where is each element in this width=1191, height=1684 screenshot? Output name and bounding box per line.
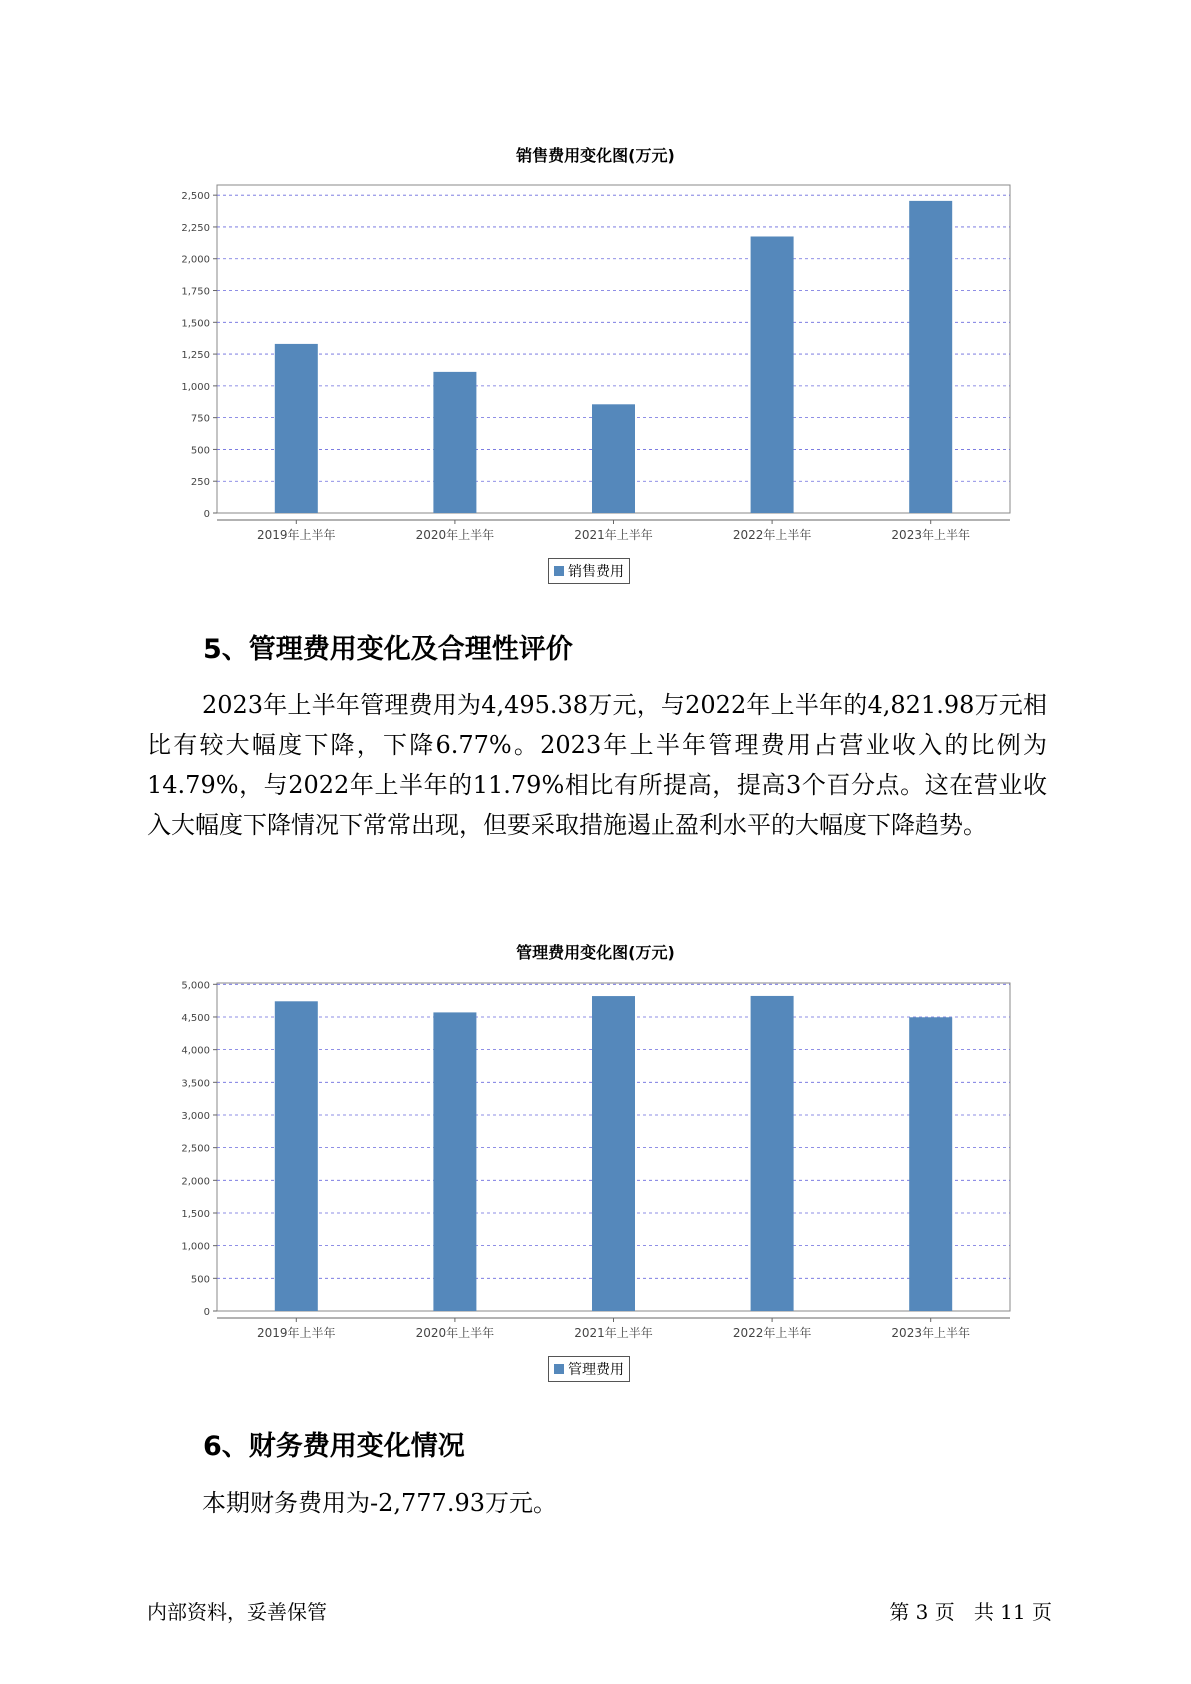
admin-expense-chart — [150, 968, 1030, 1340]
x-tick-label: 2021年上半年 — [574, 1326, 653, 1340]
y-tick-label: 1,750 — [181, 286, 210, 298]
y-tick-label: 1,500 — [181, 1208, 210, 1220]
bar — [592, 404, 635, 513]
y-tick-label: 3,500 — [181, 1078, 210, 1090]
bar — [909, 1017, 952, 1311]
x-tick-label: 2023年上半年 — [891, 1326, 970, 1340]
section6-heading: 6、财务费用变化情况 — [203, 1431, 465, 1462]
chart1-title: 销售费用变化图(万元) — [516, 146, 675, 165]
bar — [275, 1001, 318, 1311]
x-tick-label: 2020年上半年 — [415, 1326, 495, 1340]
y-tick-label: 1,250 — [181, 350, 210, 362]
x-tick-label: 2022年上半年 — [732, 528, 812, 542]
y-tick-label: 4,000 — [181, 1045, 210, 1057]
y-tick-label: 2,500 — [181, 191, 210, 203]
y-tick-label: 250 — [190, 477, 210, 489]
chart1-legend — [548, 558, 630, 584]
selling-expense-chart — [150, 170, 1030, 542]
footer-right: 第 3 页 共 11 页 — [889, 1600, 1052, 1624]
x-tick-label: 2023年上半年 — [891, 528, 970, 542]
chart2-legend-label: 管理费用 — [568, 1362, 624, 1378]
footer-left: 内部资料，妥善保管 — [147, 1600, 327, 1624]
chart2-title: 管理费用变化图(万元) — [516, 943, 675, 962]
chart1-legend-label: 销售费用 — [568, 564, 624, 580]
bar — [751, 996, 794, 1311]
legend-swatch-icon — [554, 566, 564, 576]
y-tick-label: 4,500 — [181, 1012, 210, 1024]
y-tick-label: 750 — [190, 413, 210, 425]
x-tick-label: 2019年上半年 — [257, 1326, 336, 1340]
y-tick-label: 2,000 — [181, 1176, 210, 1188]
y-tick-label: 2,500 — [181, 1143, 210, 1155]
legend-swatch-icon — [554, 1364, 564, 1374]
y-tick-label: 0 — [203, 509, 210, 520]
bar — [275, 344, 318, 513]
bar — [433, 372, 476, 513]
y-tick-label: 2,250 — [181, 222, 210, 234]
bar — [592, 996, 635, 1311]
section5-paragraph: 2023年上半年管理费用为4,495.38万元，与2022年上半年的4,821.98万元相比有较大幅度下降，下降6.77%。2023年上半年管理费用占营业收入的比例为14.79%，与2022年上半年的11.79%相比有所提高，提高3个百分点。这在营业收入大幅度下降情况下常常出现，但要采取措施遏止盈利水平的大幅度下降趋势。 — [147, 691, 1047, 839]
bar — [909, 201, 952, 513]
x-tick-label: 2019年上半年 — [257, 528, 336, 542]
y-tick-label: 500 — [190, 445, 210, 457]
y-tick-label: 1,000 — [181, 381, 210, 393]
y-tick-label: 1,500 — [181, 318, 210, 330]
y-tick-label: 500 — [190, 1274, 210, 1286]
bar — [433, 1012, 476, 1311]
bar — [751, 236, 794, 513]
y-tick-label: 0 — [203, 1307, 210, 1318]
y-tick-label: 5,000 — [181, 980, 210, 992]
x-tick-label: 2022年上半年 — [732, 1326, 812, 1340]
x-tick-label: 2020年上半年 — [415, 528, 495, 542]
y-tick-label: 3,000 — [181, 1110, 210, 1122]
x-tick-label: 2021年上半年 — [574, 528, 653, 542]
y-tick-label: 2,000 — [181, 254, 210, 266]
chart2-legend — [548, 1356, 630, 1382]
y-tick-label: 1,000 — [181, 1241, 210, 1253]
section5-heading: 5、管理费用变化及合理性评价 — [203, 634, 573, 665]
section6-paragraph: 本期财务费用为-2,777.93万元。 — [202, 1489, 557, 1517]
